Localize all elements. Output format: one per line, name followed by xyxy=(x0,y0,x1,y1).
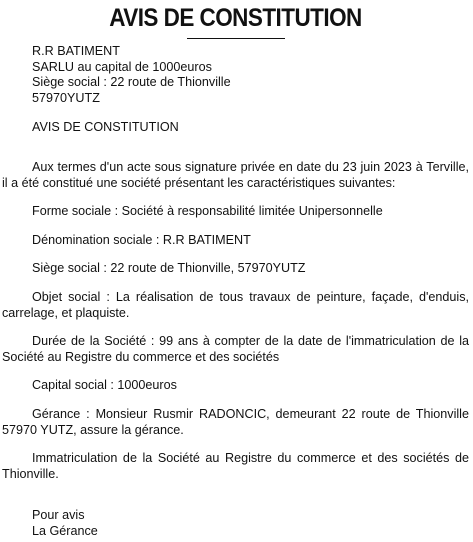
paragraph-denomination: Dénomination sociale : R.R BATIMENT xyxy=(32,232,251,247)
signature-block xyxy=(2,508,469,539)
company-postcode-city: 57970YUTZ xyxy=(32,90,100,105)
paragraph-capital: Capital social : 1000euros xyxy=(32,378,177,393)
paragraph-objet-social: Objet social : La réalisation de tous travaux de peinture, façade, d'enduis, carrelage, et plaquiste. xyxy=(2,289,469,320)
paragraph-immatriculation: Immatriculation de la Société au Registre du commerce et des sociétés de Thionville. xyxy=(2,451,469,481)
paragraph-duree: Durée de la Société : 99 ans à compter de la date de l'immatriculation de la Société au Registre du commerce et des sociétés xyxy=(2,334,469,364)
paragraph-gerance: Gérance : Monsieur Rusmir RADONCIC, demeurant 22 route de Thionville 57970 YUTZ, assure la gérance. xyxy=(2,406,469,437)
title-underline xyxy=(187,38,285,39)
company-name: R.R BATIMENT xyxy=(32,44,120,58)
notice-title: AVIS DE CONSTITUTION xyxy=(109,4,362,32)
paragraph-forme-sociale: Forme sociale : Société à responsabilité limitée Unipersonnelle xyxy=(32,204,383,219)
paragraph-intro: Aux termes d'un acte sous signature privée en date du 23 juin 2023 à Terville, il a été constitué une société présentant les caractéristiques suivantes: xyxy=(2,159,469,190)
signature-gerance: La Gérance xyxy=(32,523,98,538)
paragraph-siege-social: Siège social : 22 route de Thionville, 57970YUTZ xyxy=(32,261,306,276)
company-address: Siège social : 22 route de Thionville xyxy=(32,75,231,90)
notice-subtitle: AVIS DE CONSTITUTION xyxy=(32,120,179,135)
company-header xyxy=(2,44,469,106)
company-form-capital: SARLU au capital de 1000euros xyxy=(32,59,212,74)
signature-pour-avis: Pour avis xyxy=(32,508,85,523)
